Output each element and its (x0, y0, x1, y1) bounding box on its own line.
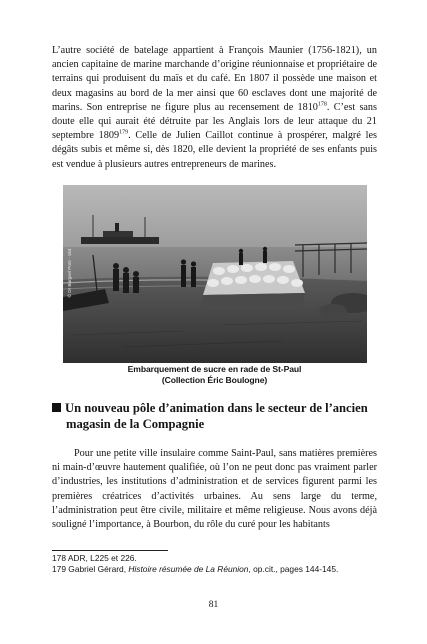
footnote-ref-179[interactable]: 179 (119, 129, 129, 136)
footnote-ref-178[interactable]: 178 (317, 101, 327, 108)
caption-collection: (Collection Éric Boulogne) (161, 375, 268, 385)
footnote-author: 179 Gabriel Gérard, (52, 564, 129, 574)
footnote-179 (52, 564, 382, 575)
paragraph-text: . C’est sans doute elle qui aurait été détruite par les Anglais lors de leur attaque du 21 septembre 1809 (52, 101, 377, 142)
beach-scene-image (63, 185, 367, 363)
caption-title: Embarquement de sucre en rade de St-Paul (127, 364, 302, 374)
heading-line-1: Un nouveau pôle d’animation dans le secteur de l’ancien (65, 401, 368, 415)
footnote-separator (52, 550, 168, 551)
footnote-book-title: Histoire résumée de La Réunion (128, 564, 249, 574)
body-paragraph-2: Pour une petite ville insulaire comme Saint-Paul, sans matières premières ni main-d’œuvre hautement qualifiée, où l’on ne peut donc pas vraiment parler d’industries, les institutions d’administration et de services figurent parmi les premières créatrices d’activités urbaines. Au sens large du terme, l’administration peut être civile, militaire et même religieuse. Nous avons déjà souligné l’importance, à Bourbon, du rôle du curé pour les habitants (52, 448, 377, 531)
footnote-pages: , op.cit., pages 144-145. (248, 564, 339, 574)
section-heading (52, 400, 382, 432)
paragraph-text: . Celle de Julien Caillot continue à prospérer, malgré les dégâts subis et même si, dès 1820, elle devient la propriété de ses enfants puis est vendue à plusieurs autres entrepreneurs de marines. (52, 130, 377, 170)
historical-photograph (63, 185, 367, 363)
square-bullet-icon (52, 403, 61, 412)
footnote-178: 178 ADR, L225 et 226. (52, 553, 137, 563)
figure-caption (52, 364, 377, 386)
heading-line-2: magasin de la Compagnie (66, 417, 205, 431)
body-paragraph-1 (52, 44, 377, 172)
page-number: 81 (208, 600, 219, 610)
photo-credit-vertical: © Dr Bargsel Pont - 184 (67, 248, 72, 298)
paragraph-text: L’autre société de batelage appartient à François Maunier (1756-1821), un ancien capitaine de marine marchande d’origine réunionnaise et propriétaire de terrains qui produisent du maïs et du café. En 1807 il possède une maison et deux magasins au bord de la mer ainsi que 60 esclaves dont une majorité de marins. Son entreprise ne figure plus au recensement de 1810 (52, 45, 377, 113)
sugar-sack-piles (201, 261, 305, 307)
